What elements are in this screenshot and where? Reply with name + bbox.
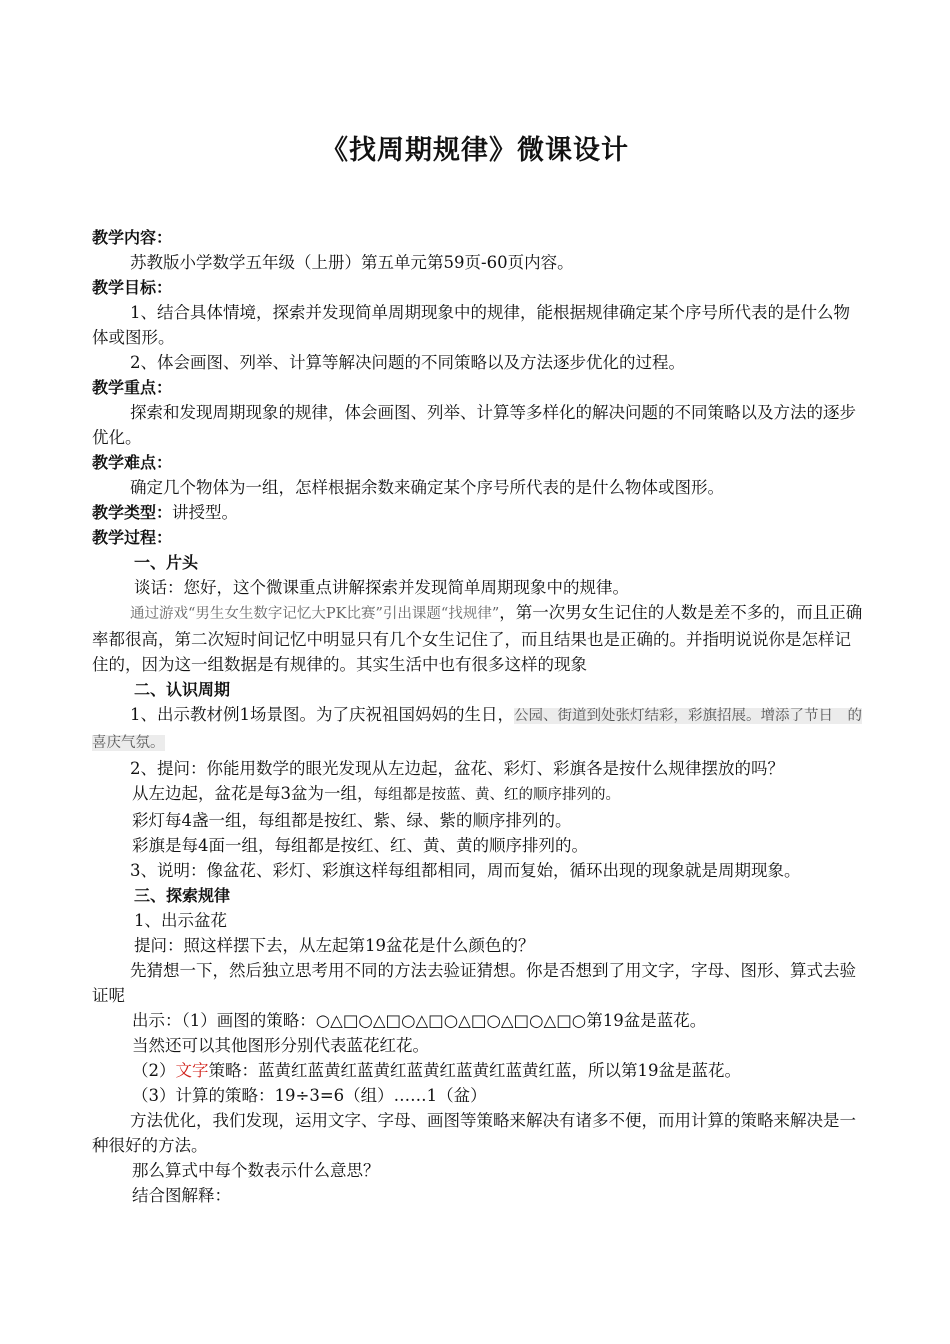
section-3-calc-strategy: （3）计算的策略：19÷3=6（组）……1（盆） <box>132 1086 487 1105</box>
section-2-lanterns: 彩灯每4盏一组，每组都是按红、紫、绿、紫的顺序排列的。 <box>132 811 572 830</box>
goal-1: 1、结合具体情境，探索并发现简单周期现象中的规律，能根据规律确定某个序号所代表的是什么物体或图形。 <box>92 303 850 347</box>
section-3-title: 三、探索规律 <box>134 886 231 905</box>
goals-heading: 教学目标： <box>92 278 173 297</box>
section-1-title: 一、片头 <box>134 553 199 572</box>
section-2-flags: 彩旗是每4面一组，每组都是按红、红、黄、黄的顺序排列的。 <box>132 836 588 855</box>
section-1-game-intro: 通过游戏“男生女生数字记忆大PK比赛”引出课题“找规律” <box>130 606 500 622</box>
type-text: 讲授型。 <box>172 503 239 522</box>
page-title: 《找周期规律》微课设计 <box>321 135 629 166</box>
type-heading: 教学类型： <box>92 503 173 522</box>
section-1-game-rest: ，第一次男女生记住的人数是差不多的，而且正确率都很高，第二次短时间记忆中明显只有几个女生记住了，而且结果也是正确的。并指明说说你是怎样记住的，因为这一组数据是有规律的。其实生活中也有很多这样的现象 <box>92 603 863 674</box>
section-3-meaning-question: 那么算式中每个数表示什么意思？ <box>132 1161 380 1180</box>
section-3-other-shapes: 当然还可以其他图形分别代表蓝花红花。 <box>132 1036 429 1055</box>
section-2-item-1-a: 1、出示教材例1场景图。为了庆祝祖国妈妈的生日， <box>130 705 514 724</box>
document-body <box>92 225 864 1208</box>
section-2-item-2: 2、提问：你能用数学的眼光发现从左边起，盆花、彩灯、彩旗各是按什么规律摆放的吗？ <box>130 759 784 778</box>
section-3-text-word: 文字 <box>175 1061 209 1080</box>
section-3-text-strategy-rest: 策略：蓝黄红蓝黄红蓝黄红蓝黄红蓝黄红蓝黄红蓝，所以第19盆是蓝花。 <box>208 1061 741 1080</box>
section-3-item-1: 1、出示盆花 <box>134 911 227 930</box>
section-2-flowers-a: 从左边起，盆花是每3盆为一组， <box>132 784 374 803</box>
key-heading: 教学重点： <box>92 378 173 397</box>
section-1-game <box>92 600 864 677</box>
section-2-item-1 <box>92 702 864 756</box>
section-2-item-1-b: 公园、街道到处张灯结彩，彩旗招展。增添了节日 的喜庆气氛。 <box>92 708 862 751</box>
difficulty-text: 确定几个物体为一组，怎样根据余数来确定某个序号所代表的是什么物体或图形。 <box>130 478 724 497</box>
section-3-text-strategy <box>92 1058 864 1083</box>
section-1-talk: 谈话：您好，这个微课重点讲解探索并发现简单周期现象中的规律。 <box>134 578 629 597</box>
content-heading: 教学内容： <box>92 228 173 247</box>
section-3-optimize: 方法优化，我们发现，运用文字、字母、画图等策略来解决有诸多不便，而用计算的策略来解决是一种很好的方法。 <box>92 1111 856 1155</box>
content-text: 苏教版小学数学五年级（上册）第五单元第59页-60页内容。 <box>130 253 574 272</box>
section-2-flowers <box>92 781 864 808</box>
section-3-question: 提问：照这样摆下去，从左起第19盆花是什么颜色的？ <box>134 936 535 955</box>
process-heading: 教学过程： <box>92 528 173 547</box>
type-line <box>92 500 864 525</box>
section-3-explain: 结合图解释： <box>132 1186 231 1205</box>
section-3-text-strategy-num: （2） <box>132 1061 176 1080</box>
section-2-flowers-b: 每组都是按蓝、黄、红的顺序排列的。 <box>373 787 620 803</box>
section-2-item-3: 3、说明：像盆花、彩灯、彩旗这样每组都相同，周而复始，循环出现的现象就是周期现象。 <box>130 861 801 880</box>
section-3-guess: 先猜想一下，然后独立思考用不同的方法去验证猜想。你是否想到了用文字，字母、图形、算式去验证呢 <box>92 961 856 1005</box>
difficulty-heading: 教学难点： <box>92 453 173 472</box>
key-text: 探索和发现周期现象的规律，体会画图、列举、计算等多样化的解决问题的不同策略以及方法的逐步优化。 <box>92 403 856 447</box>
section-2-title: 二、认识周期 <box>134 680 231 699</box>
section-3-drawing-strategy: 出示：（1）画图的策略：○△□○△□○△□○△□○△□○△□○第19盆是蓝花。 <box>132 1011 707 1030</box>
goal-2: 2、体会画图、列举、计算等解决问题的不同策略以及方法逐步优化的过程。 <box>130 353 685 372</box>
